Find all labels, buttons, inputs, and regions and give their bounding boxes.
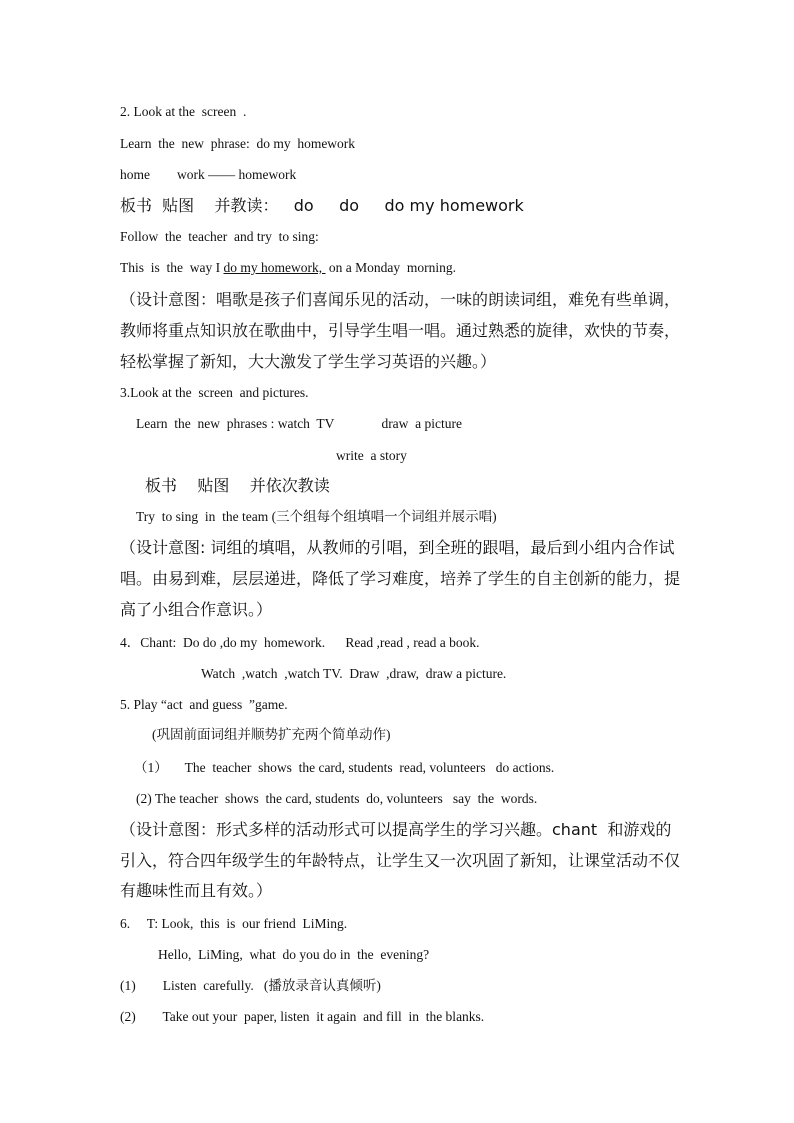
design-note-1-line-3: 轻松掌握了新知，大大激发了学生学习英语的兴趣。） xyxy=(120,352,497,371)
design-note-2-line-2: 唱。由易到难，层层递进，降低了学习难度，培养了学生的自主创新的能力，提 xyxy=(120,569,681,588)
board-teach-line-2: 板书 贴图 并依次教读 xyxy=(145,476,330,495)
design-note-1-line-1: （设计意图：唱歌是孩子们喜闻乐见的活动，一味的朗读词组，难免有些单调， xyxy=(120,290,681,309)
step-5-heading: 5. Play “act and guess ”game. xyxy=(120,697,288,712)
design-note-1-line-2: 教师将重点知识放在歌曲中，引导学生唱一唱。通过熟悉的旋律，欢快的节奏， xyxy=(120,321,681,340)
song-underlined-phrase: do my homework, xyxy=(223,260,326,275)
listen-step-line: (1) Listen carefully. (播放录音认真倾听) xyxy=(120,978,381,993)
word-build-line: home work —— homework xyxy=(120,167,297,182)
song-text-end: on a Monday morning. xyxy=(325,260,456,275)
game-note-line: (巩固前面词组并顺势扩充两个简单动作) xyxy=(152,727,391,742)
design-note-2-line-1: （设计意图: 词组的填唱，从教师的引唱，到全班的跟唱，最后到小组内合作试 xyxy=(120,538,675,557)
fill-blanks-line: (2) Take out your paper, listen it again and fill in the blanks. xyxy=(120,1009,485,1024)
new-phrase-line: Learn the new phrase: do my homework xyxy=(120,136,356,151)
song-line xyxy=(120,261,456,275)
board-teach-line: 板书 贴图 并教读： do do do my homework xyxy=(120,196,524,215)
game-step-2-line: (2) The teacher shows the card, students do, volunteers say the words. xyxy=(136,791,538,806)
design-note-2-line-3: 高了小组合作意识。） xyxy=(120,600,273,619)
step-6-line: 6. T: Look, this is our friend LiMing. xyxy=(120,916,348,931)
follow-sing-line: Follow the teacher and try to sing: xyxy=(120,229,319,244)
design-note-3-line-3: 有趣味性而且有效。） xyxy=(120,881,273,900)
chant-line-1: 4．Chant: Do do ,do my homework. Read ,read , read a book. xyxy=(120,635,480,650)
song-text-start: This is the way I xyxy=(120,260,224,275)
write-story-line: write a story xyxy=(336,448,407,463)
step-2-heading: 2. Look at the screen . xyxy=(120,104,247,119)
design-note-3-line-2: 引入，符合四年级学生的年龄特点，让学生又一次巩固了新知，让课堂活动不仅 xyxy=(120,851,681,870)
design-note-3-line-1: （设计意图：形式多样的活动形式可以提高学生的学习兴趣。chant 和游戏的 xyxy=(120,820,672,839)
chant-line-2: Watch ,watch ,watch TV. Draw ,draw, draw a picture. xyxy=(201,666,507,681)
step-3-heading: 3.Look at the screen and pictures. xyxy=(120,385,309,400)
liming-question-line: Hello, LiMing, what do you do in the evening? xyxy=(158,947,430,962)
game-step-1-line: （1） The teacher shows the card, students read, volunteers do actions. xyxy=(134,760,555,775)
new-phrases-line: Learn the new phrases : watch TV draw a picture xyxy=(136,416,463,431)
team-sing-line: Try to sing in the team (三个组每个组填唱一个词组并展示唱) xyxy=(136,509,497,524)
